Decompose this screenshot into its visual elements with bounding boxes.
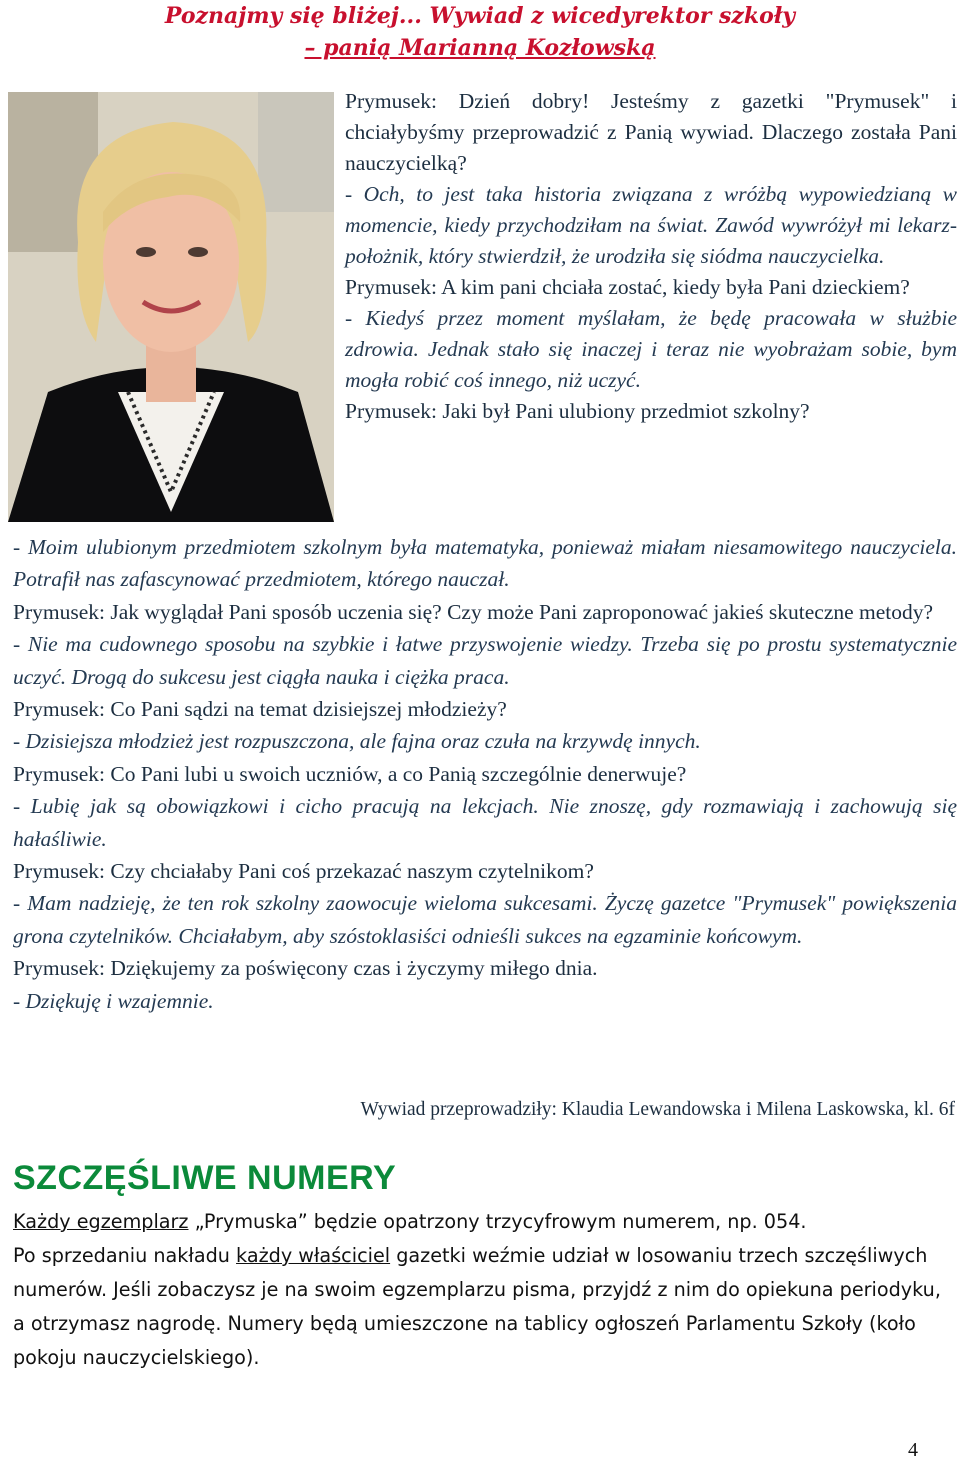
- underlined-phrase: Każdy egzemplarz: [13, 1210, 189, 1233]
- interview-question: Prymusek: Jaki był Pani ulubiony przedmiot szkolny?: [345, 399, 810, 423]
- lucky-paragraph-1: [13, 1205, 957, 1239]
- lucky-text: Po sprzedaniu nakładu: [13, 1244, 237, 1267]
- interview-answer: - Moim ulubionym przedmiotem szkolnym była matematyka, ponieważ miałam niesamowitego nauczyciela. Potrafił nas zafascynować przedmiotem, którego nauczał.: [13, 535, 957, 592]
- interview-answer: - Lubię jak są obowiązkowi i cicho pracują na lekcjach. Nie znoszę, gdy rozmawiają i zachowują się hałaśliwie.: [13, 794, 957, 851]
- interview-question: Prymusek: Dzień dobry! Jesteśmy z gazetki "Prymusek" i chciałybyśmy przeprowadzić z Panią wywiad. Dlaczego została Pani nauczycielką?: [345, 89, 957, 175]
- lucky-paragraph-2: [13, 1239, 957, 1375]
- interview-answer: - Dzisiejsza młodzież jest rozpuszczona, ale fajna oraz czuła na krzywdę innych.: [13, 729, 701, 754]
- interview-side-column: [345, 86, 957, 427]
- interview-answer: - Kiedyś przez moment myślałam, że będę pracowała w służbie zdrowia. Jednak stało się inaczej i teraz nie wyobrażam sobie, bym mogła robić coś innego, niż uczyć.: [345, 306, 957, 392]
- interview-answer: - Dziękuję i wzajemnie.: [13, 988, 214, 1013]
- interview-full-width: [13, 531, 957, 1017]
- lucky-text: gazetki weźmie udział w losowaniu trzech szczęśliwych numerów. Jeśli zobaczysz je na swoim egzemplarzu pisma, przyjdź z nim do opiekuna periodyku, a otrzymasz nagrodę. Numery będą umieszczone na tablicy ogłoszeń Parlamentu Szkoły (koło pokoju nauczycielskiego).: [13, 1244, 941, 1369]
- lucky-text: „Prymuska” będzie opatrzony trzycyfrowym numerem, np. 054.: [188, 1210, 807, 1233]
- underlined-phrase: każdy właściciel: [236, 1244, 391, 1267]
- article-title-line-1: Poznajmy się bliżej... Wywiad z wicedyrektor szkoły: [164, 3, 796, 29]
- article-title-line-2: – panią Marianną Kozłowską: [304, 35, 656, 61]
- lucky-numbers-text: [13, 1205, 957, 1375]
- interview-question: Prymusek: Co Pani sądzi na temat dzisiejszej młodzieży?: [13, 697, 507, 722]
- interview-answer: - Och, to jest taka historia związana z wróżbą wypowiedzianą w momencie, kiedy przychodziłam na świat. Zawód wywróżył mi lekarz-położnik, który stwierdził, że urodziła się siódma nauczycielka.: [345, 182, 957, 268]
- interview-answer: - Mam nadzieję, że ten rok szkolny zaowocuje wieloma sukcesami. Życzę gazetce "Prymusek" powiększenia grona czytelników. Chciałabym, aby szóstoklasiści odnieśli sukces na egzaminie końcowym.: [13, 891, 957, 948]
- interview-answer: - Nie ma cudownego sposobu na szybkie i łatwe przyswojenie wiedzy. Trzeba się po prostu systematycznie uczyć. Drogą do sukcesu jest ciągła nauka i ciężka praca.: [13, 632, 957, 689]
- interview-question: Prymusek: Co Pani lubi u swoich uczniów, a co Panią szczególnie denerwuje?: [13, 761, 687, 786]
- interview-question: Prymusek: Czy chciałaby Pani coś przekazać naszym czytelnikom?: [13, 859, 594, 884]
- interview-question: Prymusek: A kim pani chciała zostać, kiedy była Pani dzieckiem?: [345, 275, 910, 299]
- portrait-photo: [8, 92, 334, 522]
- interview-question: Prymusek: Dziękujemy za poświęcony czas i życzymy miłego dnia.: [13, 956, 598, 981]
- page-number: 4: [908, 1439, 918, 1461]
- interview-question: Prymusek: Jak wyglądał Pani sposób uczenia się? Czy może Pani zaproponować jakieś skuteczne metody?: [13, 599, 934, 624]
- section-title-lucky-numbers: SZCZĘŚLIWE NUMERY: [13, 1159, 397, 1197]
- interview-credit: Wywiad przeprowadziły: Klaudia Lewandowska i Milena Laskowska, kl. 6f: [360, 1099, 955, 1120]
